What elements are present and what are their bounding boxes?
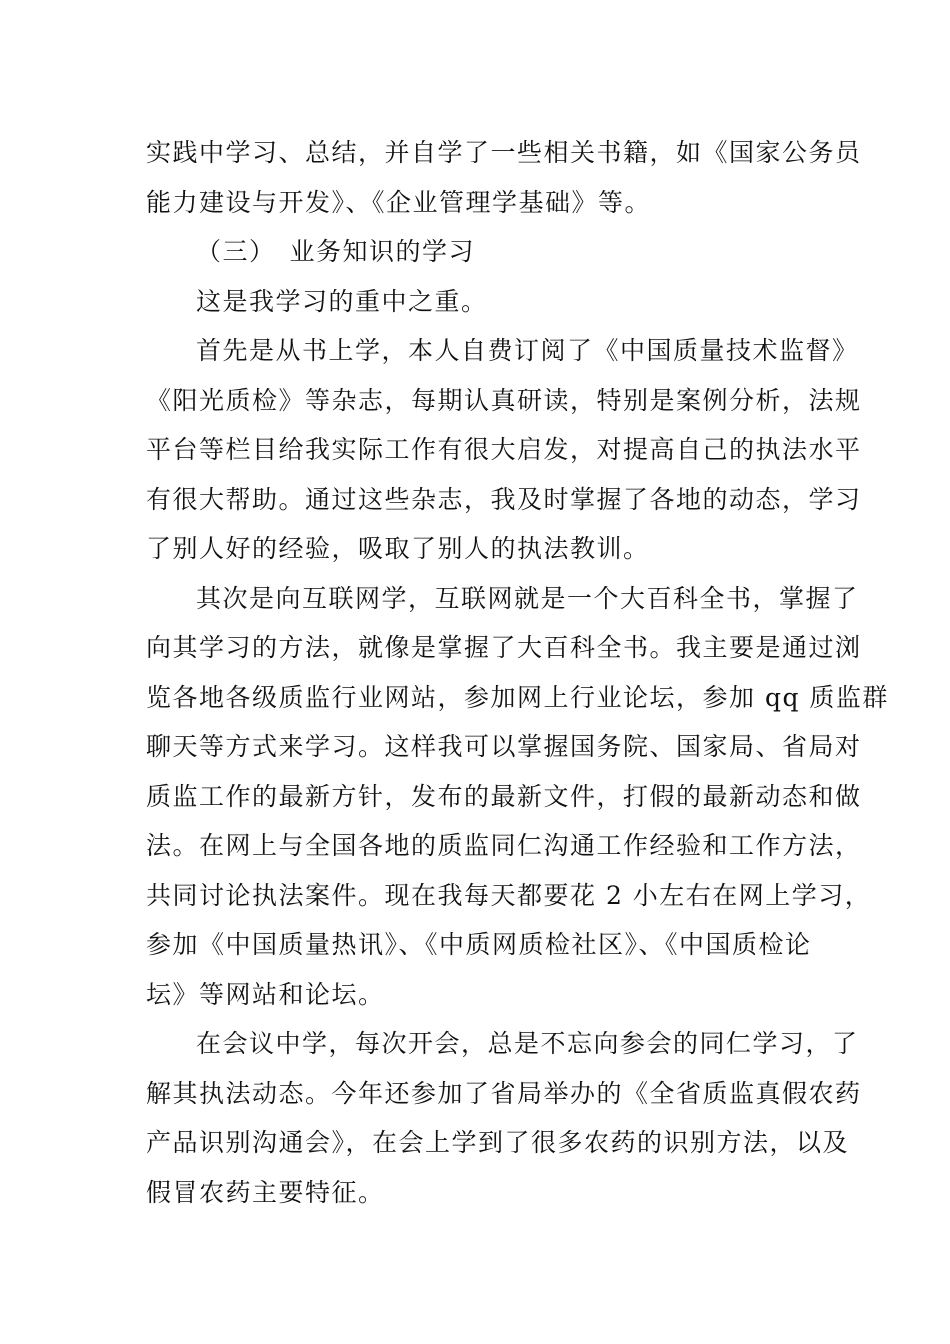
paragraph-meeting xyxy=(146,1019,862,1217)
paragraph-books xyxy=(146,326,862,574)
paragraph-key xyxy=(146,277,806,327)
paragraph-line: 其次是向互联网学，互联网就是一个大百科全书，掌握了 xyxy=(196,583,859,613)
paragraph-line: 向其学习的方法，就像是掌握了大百科全书。我主要是通过浏 xyxy=(146,633,862,662)
paragraph-line: 坛》等网站和论坛。 xyxy=(146,979,385,1009)
paragraph-line: 假冒农药主要特征。 xyxy=(146,1177,385,1207)
document-body xyxy=(146,128,889,1217)
paragraph-line: 平台等栏目给我实际工作有很大启发，对提高自己的执法水平 xyxy=(146,435,862,464)
paragraph-line: 有很大帮助。通过这些杂志，我及时掌握了各地的动态，学习 xyxy=(146,484,862,514)
paragraph-line: 了别人好的经验，吸取了别人的执法教训。 xyxy=(146,534,650,563)
paragraph-line: 览各地各级质监行业网站，参加网上行业论坛，参加 qq 质监群 xyxy=(146,682,889,712)
section-heading xyxy=(146,227,806,277)
paragraph-line: 参加《中国质量热讯》、《中质网质检社区》、《中国质检论 xyxy=(146,930,812,959)
paragraph-line: 共同讨论执法案件。现在我每天都要花 2 小左右在网上学习， xyxy=(146,880,872,910)
paragraph-intro xyxy=(146,128,862,227)
section-heading-title: 业务知识的学习 xyxy=(289,237,476,266)
paragraph-line: 产品识别沟通会》，在会上学到了很多农药的识别方法，以及 xyxy=(146,1128,850,1157)
paragraph-line: 解其执法动态。今年还参加了省局举办的《全省质监真假农药 xyxy=(146,1078,862,1108)
section-heading-number: （三） xyxy=(196,237,276,266)
paragraph-line: 首先是从书上学，本人自费订阅了《中国质量技术监督》 xyxy=(196,336,859,365)
paragraph-line: 实践中学习、总结，并自学了一些相关书籍，如《国家公务员 xyxy=(146,138,862,167)
paragraph-line: 法。在网上与全国各地的质监同仁沟通工作经验和工作方法， xyxy=(146,831,862,860)
paragraph-line: 聊天等方式来学习。这样我可以掌握国务院、国家局、省局对 xyxy=(146,732,862,761)
paragraph-line: 《阳光质检》等杂志，每期认真研读，特别是案例分析，法规 xyxy=(146,385,862,415)
paragraph-line: 能力建设与开发》、《企业管理学基础》等。 xyxy=(146,187,652,217)
paragraph-internet xyxy=(146,574,889,1020)
paragraph-line: 质监工作的最新方针，发布的最新文件，打假的最新动态和做 xyxy=(146,781,862,811)
paragraph-line: 这是我学习的重中之重。 xyxy=(196,286,488,316)
paragraph-line: 在会议中学，每次开会，总是不忘向参会的同仁学习，了 xyxy=(196,1029,859,1058)
